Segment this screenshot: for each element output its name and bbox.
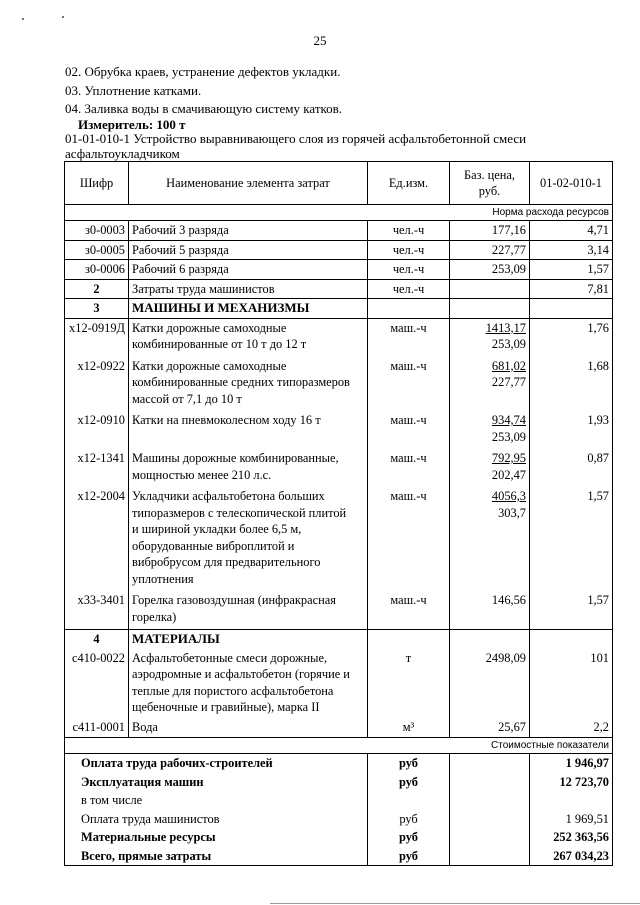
cell-code: с411-0001: [65, 718, 129, 738]
operator-rate: 202,47: [491, 467, 526, 482]
summary-empty: [450, 773, 530, 792]
cell-norm: 1,76: [530, 318, 613, 357]
cell-code: з0-0003: [65, 221, 129, 241]
cell-code: з0-0006: [65, 260, 129, 280]
col-name-header: Наименование элемента затрат: [129, 162, 368, 205]
price-header-l1: Баз. цена,: [463, 167, 516, 182]
cell-price: [450, 449, 530, 487]
cell-norm: 0,87: [530, 449, 613, 487]
summary-value: 252 363,56: [530, 828, 613, 847]
materials-body: [65, 649, 613, 738]
cell-price: 177,16: [450, 221, 530, 241]
table-row: [65, 318, 613, 357]
operator-rate: 303,7: [498, 505, 526, 520]
summary-unit: руб: [368, 773, 450, 792]
cost-caption-row: [65, 738, 613, 754]
name-line: мощностью менее 210 л.с.: [132, 467, 272, 482]
cell-unit: [368, 630, 450, 649]
name-line: Горелка газовоздушная (инфракрасная: [132, 593, 336, 607]
price-value: 1413,17: [485, 320, 526, 335]
norm-title: 01-01-010-1 Устройство выравнивающего слоя из горячей асфальтобетонной смеси: [65, 131, 527, 146]
cell-norm: 1,68: [530, 357, 613, 412]
name-line: теплые для пористого асфальтобетона: [132, 683, 334, 698]
summary-empty: [450, 828, 530, 847]
summary-value: 12 723,70: [530, 773, 613, 792]
summary-row: [65, 791, 613, 810]
cell-name: [129, 411, 368, 449]
cell-unit: маш.-ч: [368, 449, 450, 487]
section-row: [65, 299, 613, 319]
cell-name: Рабочий 5 разряда: [129, 240, 368, 260]
table-row: [65, 411, 613, 449]
name-line: щебеночные и гравийные), марка II: [132, 700, 320, 714]
cell-code: х12-0919Д: [65, 318, 129, 357]
cell-price: [450, 318, 530, 357]
cell-name: [129, 449, 368, 487]
page-bottom-rule: [270, 903, 640, 904]
summary-row: [65, 773, 613, 792]
cell-code: х12-1341: [65, 449, 129, 487]
cell-code: с410-0022: [65, 649, 129, 718]
summary-value: 1 969,51: [530, 810, 613, 829]
cell-price: [450, 357, 530, 412]
scan-speck: [22, 18, 24, 20]
resource-table: [64, 161, 613, 866]
norm-title-cont: асфальтоукладчиком: [65, 146, 180, 161]
name-line: Асфальтобетонные смеси дорожные,: [132, 650, 328, 665]
section-number: 2: [65, 279, 129, 299]
summary-label: в том числе: [65, 791, 368, 810]
summary-row: [65, 847, 613, 866]
section-title: Затраты труда машинистов: [129, 279, 368, 299]
cell-norm: 1,57: [530, 260, 613, 280]
summary-value: [530, 791, 613, 810]
cell-norm: 1,93: [530, 411, 613, 449]
intro-line: 04. Заливка воды в смачивающую систему катков.: [65, 101, 343, 116]
cell-name: [129, 649, 368, 718]
table-row: [65, 240, 613, 260]
cell-norm: 1,57: [530, 591, 613, 630]
name-line: комбинированные средних типоразмеров: [132, 375, 350, 389]
summary-empty: [450, 791, 530, 810]
col-code-header: Шифр: [65, 162, 129, 205]
header-row: [65, 162, 613, 205]
cell-unit: маш.-ч: [368, 487, 450, 591]
cell-norm: [530, 630, 613, 649]
summary-unit: руб: [368, 810, 450, 829]
name-line: горелка): [132, 609, 177, 624]
name-line: Катки дорожные самоходные: [132, 320, 287, 335]
cell-price: [450, 411, 530, 449]
table-row: [65, 649, 613, 718]
cell-price: [450, 299, 530, 319]
cell-price: [450, 591, 530, 630]
section-row: [65, 279, 613, 299]
cell-norm: 1,57: [530, 487, 613, 591]
table-row: [65, 221, 613, 241]
section-number: 4: [65, 630, 129, 649]
summary-value: 1 946,97: [530, 754, 613, 773]
section-number: 3: [65, 299, 129, 319]
cell-unit: чел.-ч: [368, 240, 450, 260]
name-line: уплотнения: [132, 571, 194, 586]
price-header-l2: руб.: [478, 184, 501, 198]
cell-code: з0-0005: [65, 240, 129, 260]
table-row: [65, 718, 613, 738]
price-value: 681,02: [491, 358, 526, 373]
operator-rate: 253,09: [491, 337, 526, 351]
name-line: оборудованные виброплитой и: [132, 538, 295, 553]
summary-empty: [450, 810, 530, 829]
cost-caption: Стоимостные показатели: [65, 738, 613, 754]
cell-price: 227,77: [450, 240, 530, 260]
cell-price: 25,67: [450, 718, 530, 738]
cell-norm: 3,14: [530, 240, 613, 260]
cell-price: [450, 630, 530, 649]
machines-body: [65, 318, 613, 630]
section-title: МАТЕРИАЛЫ: [129, 630, 368, 649]
name-line: Укладчики асфальтобетона больших: [132, 489, 325, 503]
cell-unit: т: [368, 649, 450, 718]
name-line: комбинированные от 10 т до 12 т: [132, 337, 307, 351]
summary-label: Всего, прямые затраты: [65, 847, 368, 866]
table-row: [65, 260, 613, 280]
cell-unit: чел.-ч: [368, 221, 450, 241]
cell-price: 253,09: [450, 260, 530, 280]
cell-unit: маш.-ч: [368, 591, 450, 630]
page-number: 25: [313, 33, 327, 48]
cell-code: х12-0910: [65, 411, 129, 449]
cell-price: 2498,09: [450, 649, 530, 718]
price-value: 792,95: [491, 451, 526, 465]
section-row: [65, 630, 613, 649]
cell-unit: чел.-ч: [368, 279, 450, 299]
price-value: 146,56: [491, 593, 526, 607]
summary-row: [65, 828, 613, 847]
summary-unit: [368, 791, 450, 810]
summary-empty: [450, 754, 530, 773]
cell-norm: 4,71: [530, 221, 613, 241]
cell-price: [450, 279, 530, 299]
measure-unit: Измеритель: 100 т: [78, 117, 186, 132]
cell-unit: чел.-ч: [368, 260, 450, 280]
cell-name: Рабочий 3 разряда: [129, 221, 368, 241]
cell-name: [129, 318, 368, 357]
operator-rate: 227,77: [491, 375, 526, 389]
cell-name: [129, 718, 368, 738]
table-row: [65, 591, 613, 630]
operator-rate: 253,09: [491, 429, 526, 444]
cell-norm: 2,2: [530, 718, 613, 738]
col-unit-header: Ед.изм.: [368, 162, 450, 205]
scan-speck: [62, 16, 64, 18]
intro-line: 03. Уплотнение катками.: [65, 83, 202, 98]
summary-label: Оплата труда машинистов: [65, 810, 368, 829]
cell-name: [129, 591, 368, 630]
summary-label: Оплата труда рабочих-строителей: [65, 754, 368, 773]
col-price-header: [450, 162, 530, 205]
cell-name: Рабочий 6 разряда: [129, 260, 368, 280]
summary-row: [65, 810, 613, 829]
cell-code: х12-0922: [65, 357, 129, 412]
summary-label: Эксплуатация машин: [65, 773, 368, 792]
cell-unit: маш.-ч: [368, 357, 450, 412]
summary-unit: руб: [368, 754, 450, 773]
price-value: 4056,3: [491, 489, 526, 503]
cell-unit: маш.-ч: [368, 318, 450, 357]
price-value: 934,74: [491, 413, 526, 427]
cell-unit: м³: [368, 718, 450, 738]
cell-unit: [368, 299, 450, 319]
cell-code: х12-2004: [65, 487, 129, 591]
cell-unit: маш.-ч: [368, 411, 450, 449]
norm-caption-row: [65, 205, 613, 221]
table-row: [65, 357, 613, 412]
cell-norm: 7,81: [530, 279, 613, 299]
name-line: и шириной укладки более 6,5 м,: [132, 522, 302, 536]
section-title: МАШИНЫ И МЕХАНИЗМЫ: [129, 299, 368, 319]
norm-caption: Норма расхода ресурсов: [65, 205, 613, 221]
cell-name: [129, 357, 368, 412]
col-norm-header: 01-02-010-1: [530, 162, 613, 205]
summary-row: [65, 754, 613, 773]
name-line: типоразмеров с телескопической плитой: [132, 505, 347, 520]
summary-unit: руб: [368, 847, 450, 866]
summary-label: Материальные ресурсы: [65, 828, 368, 847]
cell-norm: 101: [530, 649, 613, 718]
cell-price: [450, 487, 530, 591]
cell-name: [129, 487, 368, 591]
summary-empty: [450, 847, 530, 866]
name-line: вибробрусом для предварительного: [132, 555, 321, 569]
summary-value: 267 034,23: [530, 847, 613, 866]
name-line: Катки дорожные самоходные: [132, 358, 287, 373]
summary-unit: руб: [368, 828, 450, 847]
intro-line: 02. Обрубка краев, устранение дефектов укладки.: [65, 64, 341, 79]
table-row: [65, 449, 613, 487]
cell-norm: [530, 299, 613, 319]
name-line: аэродромные и асфальтобетон (горячие и: [132, 667, 350, 681]
cell-code: х33-3401: [65, 591, 129, 630]
name-line: Вода: [132, 719, 158, 734]
name-line: массой от 7,1 до 10 т: [132, 391, 242, 406]
name-line: Машины дорожные комбинированные,: [132, 451, 339, 465]
table-row: [65, 487, 613, 591]
name-line: Катки на пневмоколесном ходу 16 т: [132, 413, 321, 427]
